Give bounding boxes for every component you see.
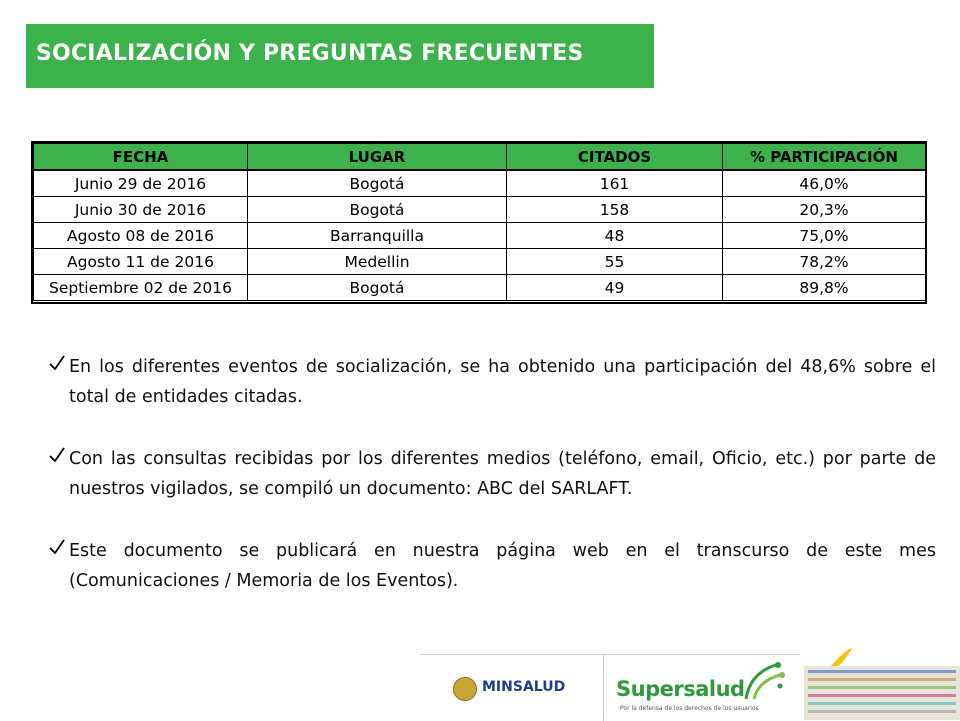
- table-row: [34, 275, 926, 301]
- cell-fecha: Agosto 08 de 2016: [34, 223, 248, 249]
- header-fecha: FECHA: [34, 144, 248, 171]
- cell-citados: 161: [507, 170, 723, 197]
- minsalud-logo: [420, 655, 604, 721]
- minsalud-wordmark: MINSALUD: [482, 679, 566, 695]
- header-lugar: LUGAR: [248, 144, 507, 171]
- supersalud-wordmark: Supersalud: [616, 677, 745, 701]
- cell-citados: 158: [507, 197, 723, 223]
- cell-fecha: Agosto 11 de 2016: [34, 249, 248, 275]
- footer-logos: [420, 654, 800, 721]
- supersalud-swirl-icon: [740, 659, 788, 703]
- checkmark-icon: [48, 538, 66, 556]
- header-participacion: % PARTICIPACIÓN: [723, 144, 926, 171]
- cell-citados: 48: [507, 223, 723, 249]
- coat-of-arms-icon: [453, 677, 477, 701]
- cell-participacion: 20,3%: [723, 197, 926, 223]
- bullet-text: [69, 444, 936, 504]
- table-row: [34, 249, 926, 275]
- cell-lugar: Barranquilla: [248, 223, 507, 249]
- bullet-text-content: Este documento se publicará en nuestra página web en el transcurso de este mes (Comunicaciones / Memoria de los Eventos).: [69, 541, 936, 591]
- checkmark-icon: [48, 354, 66, 372]
- table-row: [34, 170, 926, 197]
- bullet-text: [69, 352, 936, 412]
- bullet-text-content: Con las consultas recibidas por los diferentes medios (teléfono, email, Oficio, etc.) por parte de nuestros vigilados, se compiló un documento: ABC del SARLAFT.: [69, 449, 936, 499]
- bullet-item: [48, 536, 936, 596]
- cell-lugar: Medellin: [248, 249, 507, 275]
- header-citados: CITADOS: [507, 144, 723, 171]
- cell-participacion: 75,0%: [723, 223, 926, 249]
- bullet-item: [48, 352, 936, 412]
- supersalud-logo: [610, 655, 800, 721]
- bullet-text: [69, 536, 936, 596]
- cell-fecha: Junio 30 de 2016: [34, 197, 248, 223]
- page-title: SOCIALIZACIÓN Y PREGUNTAS FRECUENTES: [36, 41, 584, 66]
- cell-participacion: 78,2%: [723, 249, 926, 275]
- cell-lugar: Bogotá: [248, 170, 507, 197]
- cell-fecha: Septiembre 02 de 2016: [34, 275, 248, 301]
- table-row: [34, 223, 926, 249]
- bullet-item: [48, 444, 936, 504]
- cell-citados: 49: [507, 275, 723, 301]
- cell-fecha: Junio 29 de 2016: [34, 170, 248, 197]
- table-row: [34, 197, 926, 223]
- cell-citados: 55: [507, 249, 723, 275]
- table-header-row: [34, 144, 926, 171]
- supersalud-tagline: Por la defensa de los derechos de los usuarios: [620, 705, 759, 712]
- cell-participacion: 46,0%: [723, 170, 926, 197]
- title-banner: [26, 24, 654, 88]
- cell-lugar: Bogotá: [248, 197, 507, 223]
- cell-lugar: Bogotá: [248, 275, 507, 301]
- bullet-text-content: En los diferentes eventos de socialización, se ha obtenido una participación del 48,6% sobre el total de entidades citadas.: [69, 357, 936, 407]
- participation-table: [31, 141, 927, 304]
- corner-decorative-logo: [804, 644, 960, 720]
- checkmark-icon: [48, 446, 66, 464]
- cell-participacion: 89,8%: [723, 275, 926, 301]
- bullet-list: [48, 352, 936, 628]
- participation-table-grid: [33, 143, 926, 301]
